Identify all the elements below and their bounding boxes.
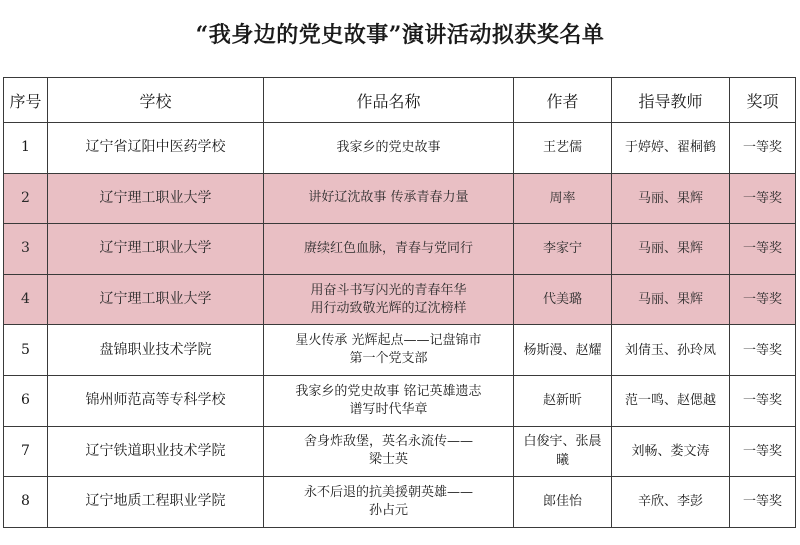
teacher-names: 马丽、果辉: [637, 190, 703, 206]
school-name: 辽宁省辽阳中医药学校: [85, 139, 226, 156]
teacher-names: 刘畅、娄文涛: [631, 443, 710, 459]
row-number-cell: [4, 426, 48, 477]
table-row: [4, 375, 796, 426]
table-row: [4, 477, 796, 528]
school-name: 锦州师范高等专科学校: [85, 392, 226, 409]
work-title-line: 孙占元: [368, 502, 408, 518]
author-name: 赵新昕: [542, 393, 582, 409]
work-title-line: 第一个党支部: [349, 351, 428, 367]
header-work-title: 作品名称: [264, 78, 514, 123]
author-cell: [514, 325, 612, 376]
author-cell: [514, 123, 612, 174]
work-title-cell: [264, 477, 514, 528]
award-cell: [730, 224, 796, 275]
work-title-line: 我家乡的党史故事 铭记英雄遗志: [295, 383, 482, 399]
row-number: 3: [21, 240, 30, 257]
work-title-cell: [264, 224, 514, 275]
teacher-names: 马丽、果辉: [637, 241, 703, 257]
row-number: 8: [21, 493, 30, 510]
work-title-line: 讲好辽沈故事 传承青春力量: [308, 190, 469, 206]
row-number: 7: [21, 442, 30, 459]
teacher-names: 辛欣、李彭: [637, 494, 703, 510]
work-title-cell: [264, 375, 514, 426]
school-name: 辽宁地质工程职业学院: [85, 493, 226, 510]
teacher-names: 马丽、果辉: [637, 292, 703, 308]
table-row: [4, 224, 796, 275]
work-title-line: 舍身炸敌堡，英名永流传——: [303, 434, 473, 450]
school-cell: [48, 477, 264, 528]
author-name: 代美璐: [542, 292, 582, 308]
row-number: 4: [21, 291, 30, 308]
award-list-table: [3, 77, 796, 528]
row-number-cell: [4, 123, 48, 174]
author-cell: [514, 375, 612, 426]
author-cell: [514, 477, 612, 528]
school-name: 辽宁理工职业大学: [99, 240, 212, 257]
school-cell: [48, 173, 264, 224]
row-number-cell: [4, 224, 48, 275]
award-level: 一等奖: [742, 393, 782, 409]
table-row: [4, 123, 796, 174]
school-cell: [48, 123, 264, 174]
teacher-cell: [612, 173, 730, 224]
teacher-cell: [612, 426, 730, 477]
header-school: 学校: [48, 78, 264, 123]
teacher-cell: [612, 477, 730, 528]
teacher-cell: [612, 274, 730, 325]
row-number-cell: [4, 375, 48, 426]
work-title-line: 谱写时代华章: [349, 401, 428, 417]
author-name: 李家宁: [542, 241, 582, 257]
school-name: 盘锦职业技术学院: [99, 341, 212, 358]
teacher-names: 于婷婷、翟桐鹤: [624, 140, 716, 156]
teacher-cell: [612, 123, 730, 174]
school-cell: [48, 224, 264, 275]
author-name: 杨斯漫、赵耀: [523, 342, 602, 358]
author-name: 白俊宇、张晨: [523, 434, 602, 450]
school-name: 辽宁理工职业大学: [99, 291, 212, 308]
row-number: 5: [21, 341, 30, 358]
table-row: [4, 426, 796, 477]
award-level: 一等奖: [742, 342, 782, 358]
school-cell: [48, 426, 264, 477]
header-award: 奖项: [730, 78, 796, 123]
award-cell: [730, 274, 796, 325]
award-level: 一等奖: [742, 494, 782, 510]
row-number-cell: [4, 477, 48, 528]
author-cell: [514, 173, 612, 224]
work-title-line: 赓续红色血脉，青春与党同行: [303, 240, 473, 256]
teacher-names: 刘倩玉、孙玲凤: [624, 342, 716, 358]
award-cell: [730, 426, 796, 477]
school-cell: [48, 375, 264, 426]
author-name-cont: 曦: [555, 453, 569, 469]
header-number: 序号: [4, 78, 48, 123]
work-title-line: 星火传承 光辉起点——记盘锦市: [295, 333, 482, 349]
page-title: “我身边的党史故事”演讲活动拟获奖名单: [195, 22, 605, 48]
row-number-cell: [4, 274, 48, 325]
row-number-cell: [4, 173, 48, 224]
author-name: 周率: [549, 190, 576, 206]
teacher-cell: [612, 375, 730, 426]
school-cell: [48, 325, 264, 376]
table-row: [4, 325, 796, 376]
table-row: [4, 274, 796, 325]
award-level: 一等奖: [742, 443, 782, 459]
author-cell: [514, 274, 612, 325]
award-cell: [730, 477, 796, 528]
author-cell: [514, 426, 612, 477]
award-cell: [730, 375, 796, 426]
work-title-cell: [264, 325, 514, 376]
teacher-names: 范一鸣、赵偲越: [624, 393, 716, 409]
award-cell: [730, 173, 796, 224]
table-row: [4, 173, 796, 224]
row-number: 6: [21, 392, 30, 409]
work-title-cell: [264, 173, 514, 224]
row-number: 2: [21, 189, 30, 206]
work-title-line: 用行动致敬光辉的辽沈榜样: [310, 300, 467, 316]
row-number-cell: [4, 325, 48, 376]
award-cell: [730, 325, 796, 376]
award-level: 一等奖: [742, 241, 782, 257]
teacher-cell: [612, 224, 730, 275]
author-cell: [514, 224, 612, 275]
header-teacher: 指导教师: [612, 78, 730, 123]
work-title-line: 永不后退的抗美援朝英雄——: [303, 484, 473, 500]
work-title-cell: [264, 123, 514, 174]
school-cell: [48, 274, 264, 325]
teacher-cell: [612, 325, 730, 376]
work-title-line: 我家乡的党史故事: [336, 139, 441, 155]
row-number: 1: [21, 139, 30, 156]
award-level: 一等奖: [742, 140, 782, 156]
author-name: 郎佳怡: [542, 494, 582, 510]
work-title-cell: [264, 274, 514, 325]
author-name: 王艺儒: [542, 140, 582, 156]
award-cell: [730, 123, 796, 174]
school-name: 辽宁理工职业大学: [99, 189, 212, 206]
award-level: 一等奖: [742, 190, 782, 206]
award-level: 一等奖: [742, 292, 782, 308]
table-body: [4, 123, 796, 528]
school-name: 辽宁铁道职业技术学院: [85, 442, 226, 459]
table-header-row: [4, 78, 796, 123]
work-title-line: 用奋斗书写闪光的青春年华: [310, 282, 467, 298]
work-title-cell: [264, 426, 514, 477]
work-title-line: 梁士英: [368, 452, 408, 468]
header-author: 作者: [514, 78, 612, 123]
